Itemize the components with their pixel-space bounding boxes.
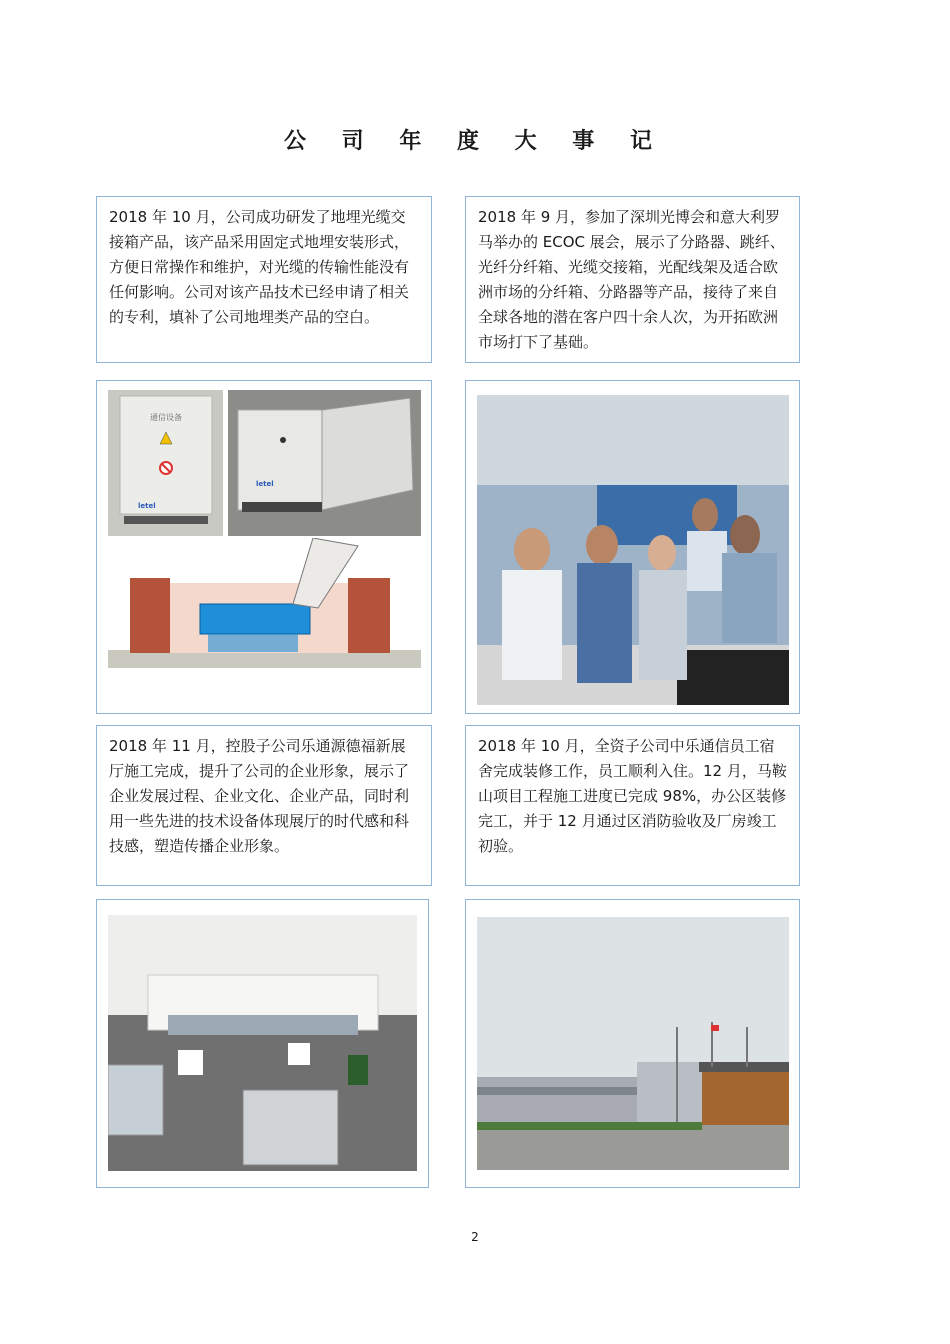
event-text-box: [465, 196, 800, 363]
cabinet-sign-text: 通信设备: [150, 413, 182, 422]
event-text-box: [96, 725, 432, 886]
page-number: 2: [471, 1230, 479, 1244]
cabinet-closed-photo: [108, 390, 223, 536]
brand-logo: letel: [138, 502, 156, 510]
event-description: 2018 年 9 月，参加了深圳光博会和意大利罗马举办的 ECOC 展会，展示了分路器、跳纤、光纤分纤箱、光缆交接箱，光配线架及适合欧洲市场的分纤箱、分路器等产品，接待了来自全球各地的潜在客户四十余人次，为开拓欧洲市场打下了基础。: [478, 208, 785, 351]
cabinet-open-photo: [228, 390, 421, 536]
page-title: 公 司 年 度 大 事 记: [284, 129, 666, 154]
event-description: 2018 年 10 月，全资子公司中乐通信员工宿舍完成装修工作，员工顺利入住。12 月，马鞍山项目工程施工进度已完成 98%，办公区装修完工，并于 12 月通过区消防验收及厂房竣工初验。: [478, 737, 787, 855]
brand-logo: letel: [256, 480, 274, 488]
event-description: 2018 年 10 月，公司成功研发了地埋光缆交接箱产品，该产品采用固定式地埋安装形式，方便日常操作和维护，对光缆的传输性能没有任何影响。公司对该产品技术已经申请了相关的专利，填补了公司地埋类产品的空白。: [109, 208, 410, 326]
buried-cabinet-diagram: [108, 538, 421, 688]
event-text-box: [465, 725, 800, 886]
showroom-photo: [108, 915, 417, 1171]
factory-building-photo: [477, 917, 789, 1170]
event-description: 2018 年 11 月，控股子公司乐通源德福新展厅施工完成，提升了公司的企业形象，展示了企业发展过程、企业文化、企业产品，同时利用一些先进的技术设备体现展厅的时代感和科技感，塑造传播企业形象。: [109, 737, 410, 855]
event-text-box: [96, 196, 432, 363]
exhibition-group-photo: [477, 395, 789, 705]
